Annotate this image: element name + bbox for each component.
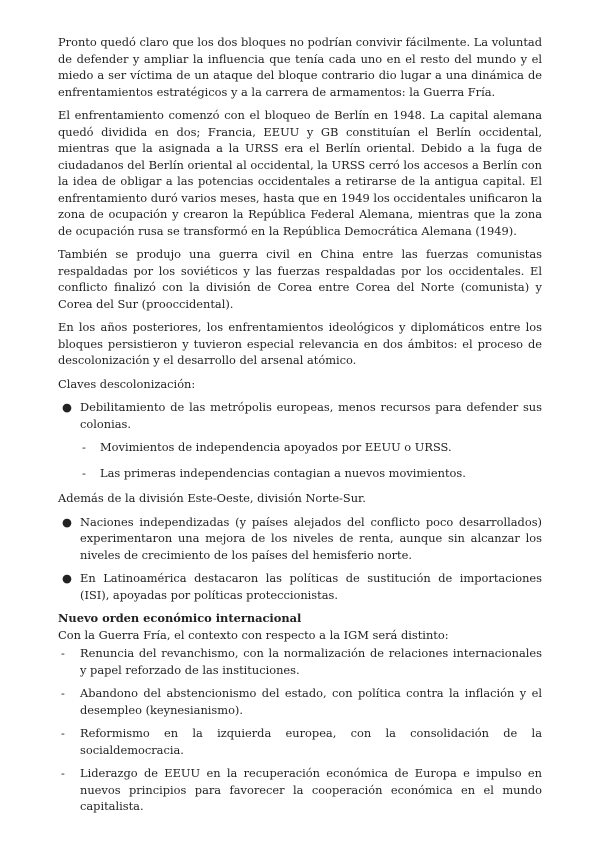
dash-icon: - (82, 465, 86, 480)
bullet-icon: ● (62, 571, 72, 585)
bullet-item (58, 514, 542, 564)
dash-item-text: Reformismo en la izquierda europea, con la consolidación de la socialdemocracia. (80, 726, 542, 757)
paragraph-berlin: El enfrentamiento comenzó con el bloqueo de Berlín en 1948. La capital alemana quedó dividida en dos; Francia, EEUU y GB constituían el Berlín occidental, mientras que la asignada a la URSS era el Berlín oriental. Debido a la fuga de ciudadanos del Berlín oriental al occidental, la URSS cerró los accesos a Berlín con la idea de obligar a las potencias occidentales a retirarse de la antigua capital. El enfrentamiento duró varios meses, hasta que en 1949 los occidentales unificaron la zona de ocupación y crearon la República Federal Alemana, mientras que la zona de ocupación rusa se transformó en la República Democrática Alemana (1949). (58, 108, 543, 238)
dash-icon: - (61, 726, 65, 740)
sub-item (58, 439, 542, 456)
dash-item (58, 645, 542, 678)
paragraph-bloques: Pronto quedó claro que los dos bloques no podrían convivir fácilmente. La voluntad de defender y ampliar la influencia que tenía cada uno en el resto del mundo y el miedo a ser víctima de un ataque del bloque contrario dio lugar a una dinámica de enfrentamientos estratégicos y a la carrera de armamentos: la Guerra Fría. (58, 35, 542, 99)
claves-descolonizacion-label: Claves descolonización: (58, 376, 196, 391)
bullet-item (58, 399, 542, 432)
dash-icon: - (61, 646, 65, 660)
section-heading: Nuevo orden económico internacional (58, 611, 302, 625)
dash-icon: - (82, 440, 86, 454)
paragraph-anos-posteriores: En los años posteriores, los enfrentamientos ideológicos y diplomáticos entre los bloques persistieron y tuvieron especial relevancia en dos ámbitos: el proceso de descolonización y el desarrollo del arsenal atómico. (58, 320, 542, 367)
dash-icon: - (61, 766, 65, 780)
sub-item (58, 465, 542, 482)
dash-item-text: Abandono del abstencionismo del estado, con política contra la inflación y el desempleo (keynesianismo). (80, 686, 542, 717)
bullet-icon: ● (62, 400, 72, 414)
dash-item (58, 765, 542, 815)
bullet-text: Debilitamiento de las metrópolis europeas, menos recursos para defender sus colonias. (80, 400, 542, 431)
division-norte-sur: Además de la división Este-Oeste, división Norte-Sur. (58, 491, 366, 505)
bullet-item (58, 570, 542, 603)
dash-item (58, 685, 542, 718)
dash-item (58, 725, 542, 758)
paragraph-china-corea: También se produjo una guerra civil en China entre las fuerzas comunistas respaldadas por los soviéticos y las fuerzas respaldadas por los occidentales. El conflicto finalizó con la división de Corea entre Corea del Norte (comunista) y Corea del Sur (prooccidental). (58, 247, 542, 311)
sub-item-text: Las primeras independencias contagian a nuevos movimientos. (100, 465, 466, 480)
sub-item-text: Movimientos de independencia apoyados por EEUU o URSS. (100, 440, 452, 454)
bullet-text: En Latinoamérica destacaron las políticas de sustitución de importaciones (ISI), apoyadas por políticas proteccionistas. (80, 571, 542, 602)
dash-icon: - (61, 686, 65, 700)
dash-item-text: Liderazgo de EEUU en la recuperación económica de Europa e impulso en nuevos principios para favorecer la cooperación económica en el mundo capitalista. (80, 766, 542, 813)
bullet-text: Naciones independizadas (y países alejados del conflicto poco desarrollados) experimentaron una mejora de los niveles de renta, aunque sin alcanzar los niveles de crecimiento de los países del hemisferio norte. (80, 514, 542, 562)
dash-item-text: Renuncia del revanchismo, con la normalización de relaciones internacionales y papel reforzado de las instituciones. (80, 646, 542, 677)
document-body (58, 34, 542, 822)
section-intro: Con la Guerra Fría, el contexto con respecto a la IGM será distinto: (58, 627, 449, 642)
bullet-icon: ● (62, 514, 72, 529)
